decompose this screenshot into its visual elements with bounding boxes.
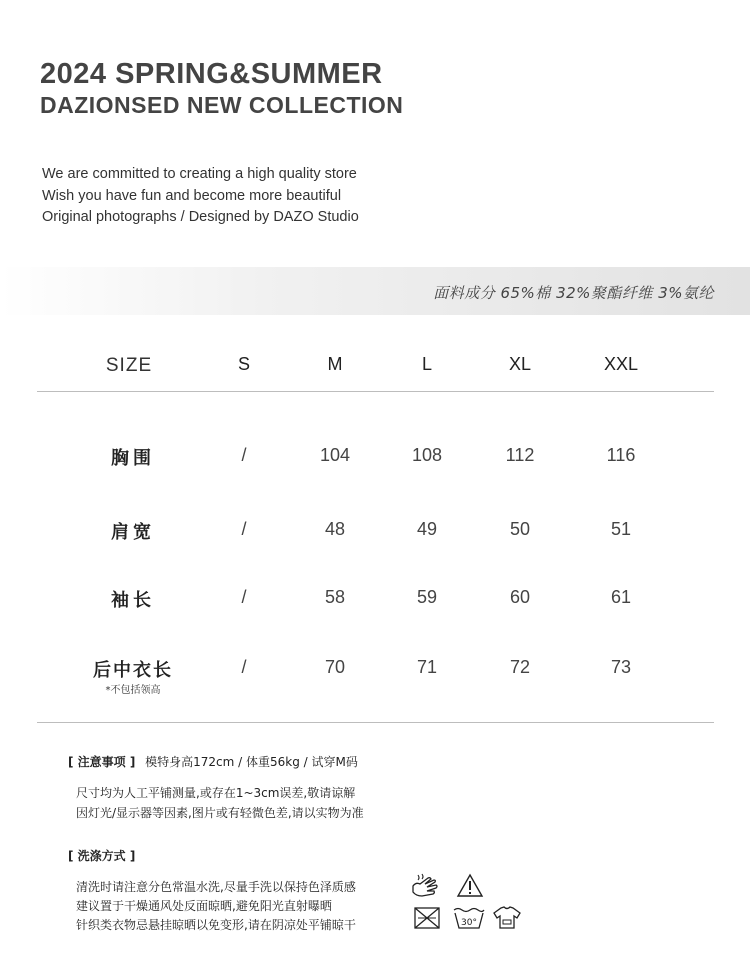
intro-line: We are committed to creating a high quality store: [42, 166, 357, 182]
washing-line: 建议置于干燥通风处反面晾晒,避免阳光直射曝晒: [76, 899, 332, 913]
washing-title: [ 洗涤方式 ]: [68, 849, 136, 863]
hand-wash-icon: [410, 872, 442, 900]
intro-line: Wish you have fun and become more beautiful: [42, 187, 342, 204]
size-header-l: L: [421, 354, 433, 374]
washing-line: 清洗时请注意分色常温水洗,尽量手洗以保持色泽质感: [76, 880, 356, 894]
table-cell: /: [241, 657, 247, 677]
table-cell: 73: [610, 657, 632, 677]
table-cell: 49: [416, 519, 438, 539]
fabric-band: [0, 267, 750, 315]
table-cell: 50: [509, 519, 531, 539]
intro-text: [42, 164, 359, 229]
model-info: 模特身高172cm / 体重56kg / 试穿M码: [145, 755, 358, 769]
table-top-divider: [37, 391, 714, 392]
collection-subtitle: DAZIONSED NEW COLLECTION: [40, 92, 404, 118]
size-column-header: SIZE: [105, 355, 153, 376]
row-label-shoulder: 肩宽: [111, 522, 155, 543]
table-cell: 116: [606, 445, 636, 465]
size-header-s: S: [237, 354, 251, 374]
notes-title: [ 注意事项 ]: [68, 755, 136, 769]
table-cell: 104: [319, 445, 351, 465]
size-header-xl: XL: [508, 354, 532, 374]
table-cell: 48: [324, 519, 346, 539]
do-not-tumble-dry-icon: [412, 905, 442, 931]
row-footnote: *不包括领高: [105, 685, 161, 696]
intro-line: Original photographs / Designed by DAZO Studio: [42, 209, 359, 225]
table-cell: /: [241, 445, 247, 465]
wash-temperature: 30°: [461, 918, 477, 928]
table-cell: 51: [610, 519, 632, 539]
note-line: 因灯光/显示器等因素,图片或有轻微色差,请以实物为准: [76, 806, 364, 820]
warning-triangle-icon: [456, 873, 484, 898]
table-cell: 61: [610, 587, 632, 607]
note-line: 尺寸均为人工平铺测量,或存在1~3cm误差,敬请谅解: [76, 786, 356, 800]
table-cell: 112: [505, 445, 535, 465]
table-cell: /: [241, 587, 247, 607]
row-label-sleeve: 袖长: [111, 590, 155, 611]
wash-30-degrees-icon: [452, 905, 486, 931]
size-header-m: M: [327, 354, 343, 374]
table-cell: 59: [416, 587, 438, 607]
table-cell: 72: [509, 657, 531, 677]
table-cell: 58: [324, 587, 346, 607]
collection-title: 2024 SPRING&SUMMER: [40, 58, 383, 90]
size-header-xxl: XXL: [603, 354, 639, 374]
table-cell: 71: [416, 657, 438, 677]
fabric-composition: 面料成分 65%棉 32%聚酯纤维 3%氨纶: [433, 284, 714, 302]
iron-shirt-icon: [492, 905, 522, 931]
washing-line: 针织类衣物忌悬挂晾晒以免变形,请在阴凉处平铺晾干: [76, 918, 356, 932]
row-label-back-length: 后中衣长: [93, 660, 173, 681]
row-label-chest: 胸围: [111, 448, 155, 469]
table-bottom-divider: [37, 722, 714, 723]
table-cell: 108: [411, 445, 443, 465]
table-cell: 70: [324, 657, 346, 677]
table-cell: /: [241, 519, 247, 539]
table-cell: 60: [509, 587, 531, 607]
